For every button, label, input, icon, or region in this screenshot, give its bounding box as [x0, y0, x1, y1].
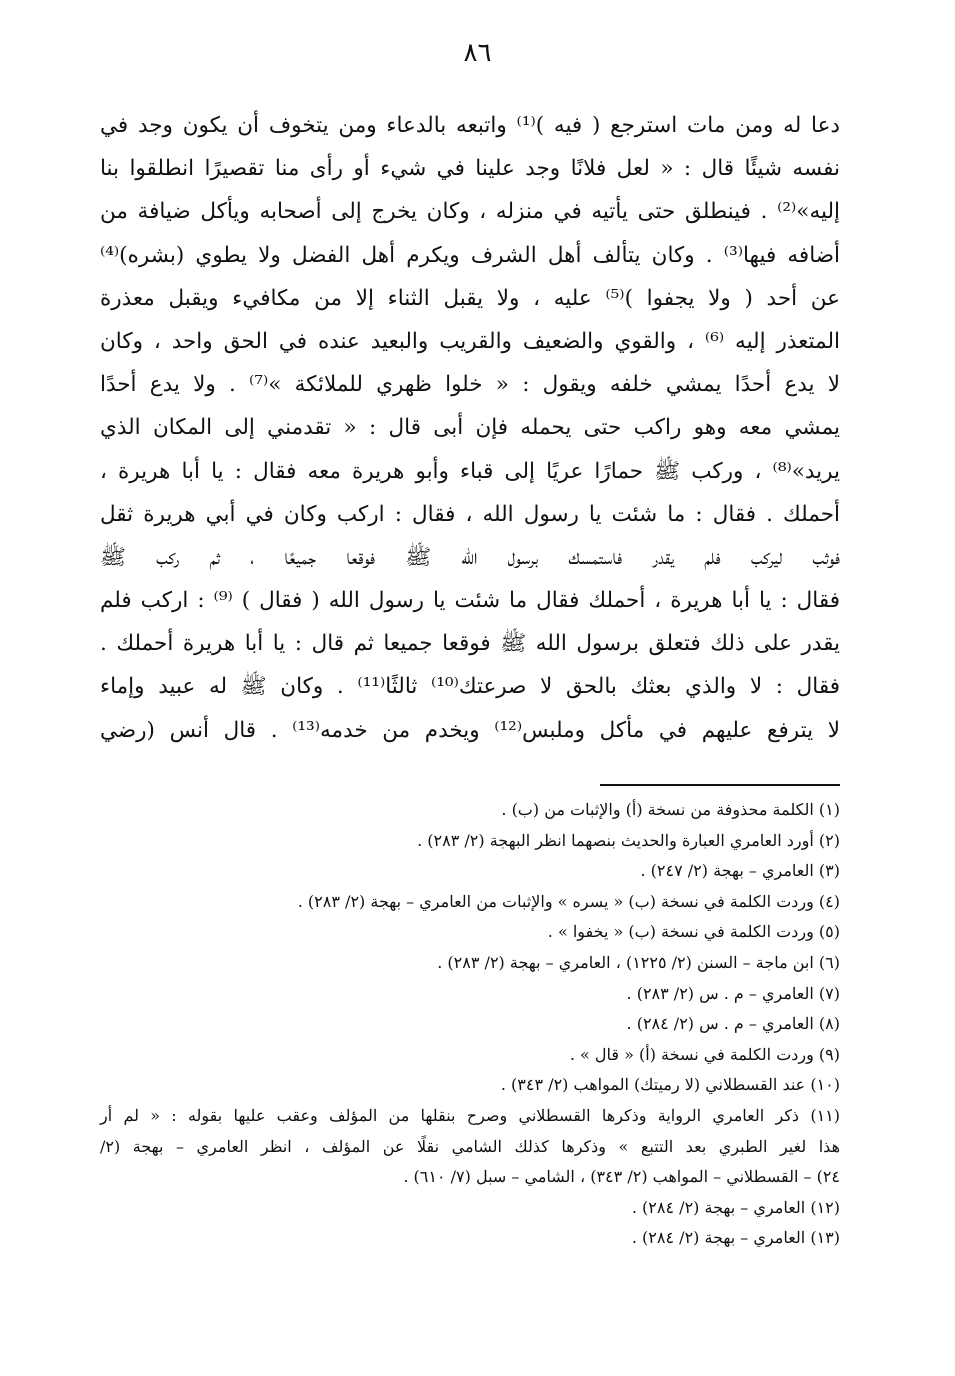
body-line: إليه»⁽²⁾ . فينطلق حتى يأتيه في منزله ، وكان يخرج إلى أصحابه ويأكل ضيافة من: [100, 199, 840, 225]
footnote: (٩) وردت الكلمة في نسخة (أ) « قال » .: [569, 1044, 840, 1064]
footnote: (١١) ذكر العامري الرواية وذكرها القسطلاني وصرح بنقلها من المؤلف وعقب عليها بقوله : « لم أر: [100, 1105, 840, 1125]
page-number: ٨٦: [463, 38, 492, 68]
footnote: (٥) وردت الكلمة في نسخة (ب) « يخفوا » .: [547, 922, 840, 942]
body-text: [100, 104, 840, 752]
body-line: يريد»⁽⁸⁾ ، وركب ﷺ حمارًا عريًا إلى قباء وأبو هريرة معه فقال : يا أبا هريرة ،: [100, 458, 840, 484]
body-line: يمشي معه وهو راكب حتى يحمله فإن أبى قال : « تقدمني إلى المكان الذي: [100, 415, 840, 441]
body-line: أحملك . فقال : ما شئت يا رسول الله ، فقال : اركب وكان في أبي هريرة ثقل: [100, 501, 840, 527]
body-line: أضافه فيها⁽³⁾ . وكان يتألف أهل الشرف ويكرم أهل الفضل ولا يطوي (بشره)⁽⁴⁾: [100, 242, 840, 268]
body-line: نفسه شيئًا قال : « لعل فلانًا وجد علينا في شيء أو رأى منا تقصيرًا انطلقوا بنا: [100, 156, 840, 182]
body-line: عن أحد ( ولا يجفوا )⁽⁵⁾ عليه ، ولا يقبل الثناء إلا من مكافيء ويقبل معذرة: [100, 285, 840, 311]
footnote: (١٠) عند القسطلاني (لا رميتك) المواهب (٢/ ٣٤٣) .: [500, 1075, 840, 1095]
body-line: فقال : يا أبا هريرة ، أحملك فقال ما شئت يا رسول الله ( فقال ) ⁽⁹⁾ : اركب فلم: [100, 588, 840, 614]
body-line: فقال : لا والذي بعثك بالحق لا صرعتك⁽¹⁰⁾ ثالثًا⁽¹¹⁾ . وكان ﷺ له عبيد وإماء: [100, 674, 840, 700]
footnote-separator: [600, 784, 840, 786]
footnote: (١) الكلمة محذوفة من نسخة (أ) والإثبات من (ب) .: [501, 800, 840, 819]
footnote: (٨) العامري – م . س (٢/ ٢٨٤) .: [626, 1014, 840, 1034]
body-line: يقدر على ذلك فتعلق برسول الله ﷺ فوقعا جميعا ثم قال : يا أبا هريرة أحملك .: [100, 631, 840, 657]
body-line: فوثب ليركب فلم يقدر فاستمسك برسول الله ﷺ فوقعا جميعًا ، ثم ركب ﷺ: [100, 544, 840, 570]
footnote: (٢) أورد العامري العبارة والحديث بنصهما انظر البهجة (٢/ ٢٨٣) .: [417, 830, 840, 850]
footnote: (٤) وردت الكلمة في نسخة (ب) « يسره » والإثبات من العامري – بهجة (٢/ ٢٨٣) .: [297, 891, 840, 911]
footnotes: [100, 795, 840, 1254]
footnote: (٧) العامري – م . س (٢/ ٢٨٣) .: [626, 983, 840, 1003]
footnote-continuation: هذا لغير الطبري بعد التتبع » وذكرها كذلك الشامي نقلًا عن المؤلف ، انظر العامري – بهجة (٢/: [100, 1136, 840, 1156]
footnote: (١٣) العامري – بهجة (٢/ ٢٨٤) .: [631, 1228, 840, 1248]
body-line: لا يدع أحدًا يمشي خلفه ويقول : « خلوا ظهري للملائكة »⁽⁷⁾ . ولا يدع أحدًا: [100, 372, 841, 398]
footnote: (٣) العامري – بهجة (٢/ ٢٤٧) .: [640, 861, 840, 881]
body-line: لا يترفع عليهم في مأكل وملبس⁽¹²⁾ ويخدم من خدمه⁽¹³⁾ . قال أنس (رضي: [100, 717, 840, 743]
body-line: دعا له ومن مات استرجع ( فيه )⁽¹⁾ واتبعه بالدعاء ومن يتخوف أن يكون وجد في: [100, 113, 840, 138]
footnote: (١٢) العامري – بهجة (٢/ ٢٨٤) .: [631, 1197, 840, 1217]
body-line: المتعذر إليه ⁽⁶⁾ ، والقوي والضعيف والقريب والبعيد عنده في الحق واحد ، وكان: [100, 328, 840, 354]
footnote: (٦) ابن ماجة – السنن (٢/ ١٢٢٥) ، العامري – بهجة (٢/ ٢٨٣) .: [437, 952, 840, 972]
footnote-continuation: ٢٤) – القسطلاني – المواهب (٢/ ٣٤٣) ، الشامي – سبل (٧/ ٦١٠) .: [403, 1167, 840, 1187]
